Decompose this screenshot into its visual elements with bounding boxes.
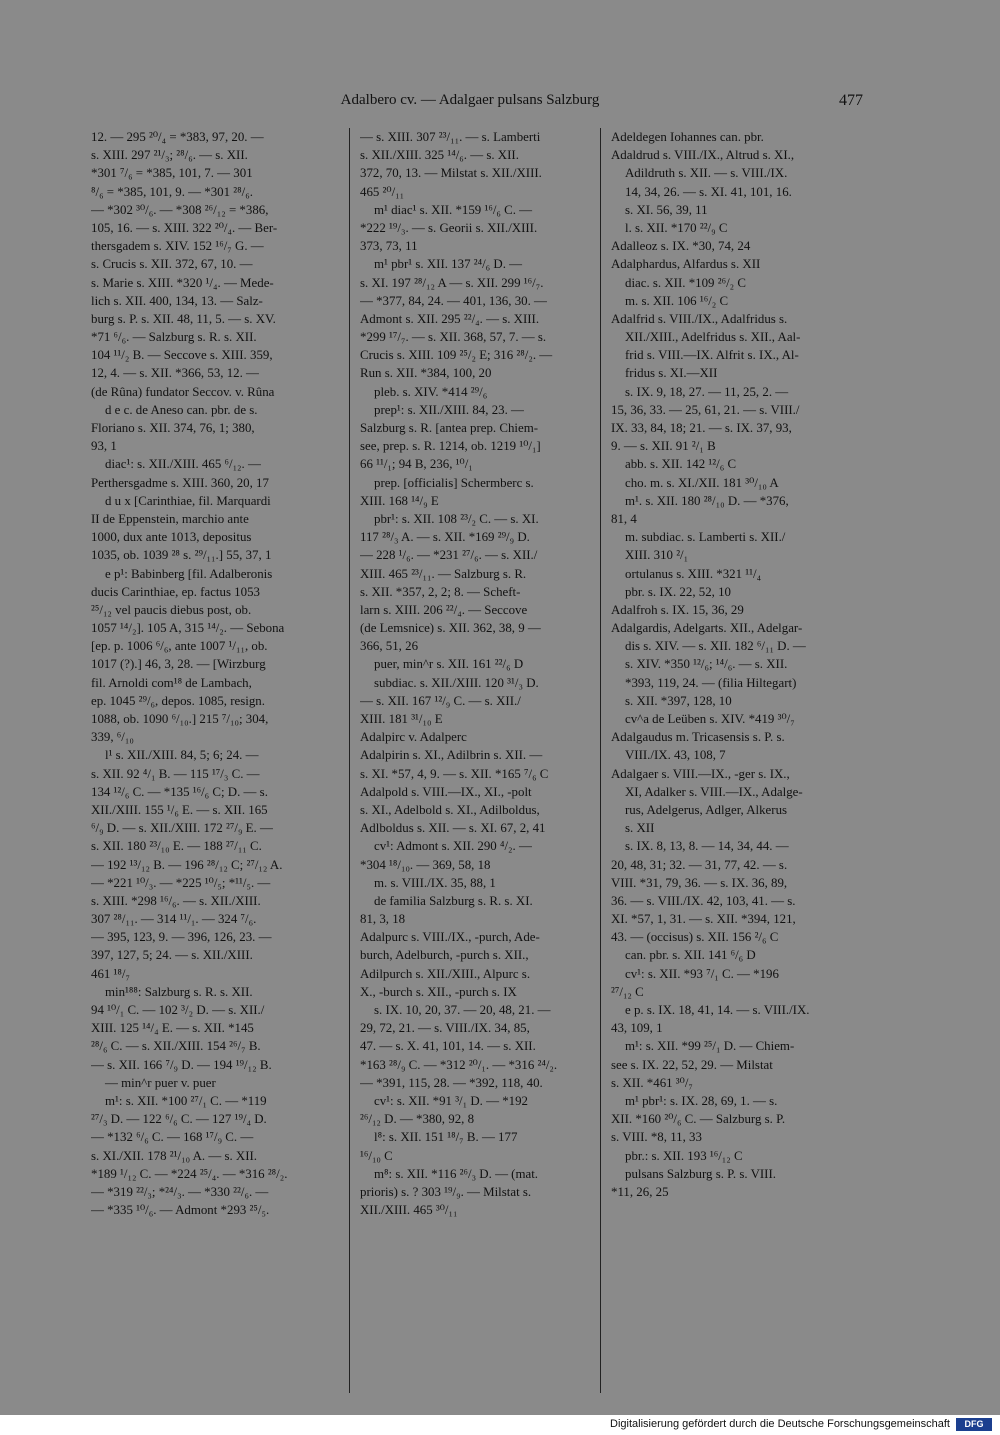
text-line: Adalgardis, Adelgarts. XII., Adelgar- [611, 621, 803, 636]
text-line: 36. — s. VIII./IX. 42, 103, 41. — s. [611, 893, 796, 908]
text-line: 9. — s. XII. 91 ²/₁ B [611, 439, 716, 454]
text-line: s. XII./XIII. 325 ¹⁴/₆. — s. XII. [360, 148, 519, 163]
text-line: diac¹: s. XII./XIII. 465 ⁶/₁₂. — [105, 457, 261, 472]
text-line: XIII. 310 ²/₁ [625, 548, 689, 563]
text-line: pbr.: s. XII. 193 ¹⁶/₁₂ C [625, 1148, 743, 1163]
text-line: ²⁷/₁₂ C [611, 984, 644, 999]
text-line: cv¹: Admont s. XII. 290 ⁴/₂. — [374, 839, 532, 854]
text-line: s. XI., Adelbold s. XI., Adilboldus, [360, 802, 540, 817]
text-line: *222 ¹⁹/₃. — s. Georii s. XII./XIII. [360, 220, 538, 235]
text-line: *301 ⁷/₆ = *385, 101, 7. — 301 [91, 166, 253, 181]
text-line: frid s. VIII.—IX. Alfrit s. IX., Al- [625, 348, 799, 363]
text-line: fil. Arnoldi com¹⁸ de Lambach, [91, 675, 252, 690]
text-line: Adalfrid s. VIII./IX., Adalfridus s. [611, 311, 788, 326]
text-line: Adalpold s. VIII.—IX., XI., -polt [360, 784, 532, 799]
text-line: cv¹: s. XII. *93 ⁷/₁ C. — *196 [625, 966, 779, 981]
text-line: *393, 119, 24. — (filia Hiltegart) [625, 675, 797, 690]
text-line: e p. s. IX. 18, 41, 14. — s. VIII./IX. [625, 1003, 810, 1017]
text-line: Adalphardus, Alfardus s. XII [611, 257, 761, 272]
text-line: m. s. XII. 106 ¹⁶/₂ C [625, 293, 729, 308]
text-line: m¹. s. XII. 180 ²⁸/₁₀ D. — *376, [625, 493, 789, 508]
text-line: s. XII. 180 ²³/₁₀ E. — 188 ²⁷/₁₁ C. [91, 839, 262, 854]
text-line: 66 ¹¹/₁; 94 B, 236, ¹⁰/₁ [360, 457, 473, 472]
text-line: 93, 1 [91, 439, 117, 454]
text-line: fridus s. XI.—XII [625, 366, 718, 381]
text-line: — 192 ¹³/₁₂ B. — 196 ²⁸/₁₂ C; ²⁷/₁₂ A. [91, 857, 283, 872]
text-line: cv¹: s. XII. *91 ³/₁ D. — *192 [374, 1093, 529, 1108]
text-line: s. XII. *461 ³⁰/₇ [611, 1075, 693, 1090]
text-line: 339, ⁶/₁₀ [91, 730, 134, 745]
text-line: XII./XIII., Adelfridus s. XII., Aal- [625, 330, 801, 345]
footer-bar [0, 1415, 1000, 1435]
text-line: ⁸/₆ = *385, 101, 9. — *301 ²⁸/₆. [91, 184, 253, 199]
text-line: — *391, 115, 28. — *392, 118, 40. [360, 1075, 543, 1090]
text-line: thersgadem s. XIV. 152 ¹⁶/₇ G. — [91, 239, 264, 254]
text-line: 1017 (?).] 46, 3, 28. — [Wirzburg [91, 657, 266, 672]
text-line: s. XIV. *350 ¹²/₆; ¹⁴/₆. — s. XII. [625, 657, 788, 672]
text-line: — *335 ¹⁰/₆. — Admont *293 ²⁵/₅. [91, 1203, 270, 1218]
text-line: see s. IX. 22, 52, 29. — Milstat [611, 1057, 773, 1072]
text-line: 15, 36, 33. — 25, 61, 21. — s. VIII./ [611, 402, 800, 417]
text-line: s. XIII. 297 ²¹/₃; ²⁸/₆. — s. XII. [91, 148, 248, 163]
text-line: l⁸: s. XII. 151 ¹⁸/₇ B. — 177 [374, 1130, 518, 1145]
text-line: Adildruth s. XII. — s. VIII./IX. [625, 166, 788, 181]
text-line: 14, 34, 26. — s. XI. 41, 101, 16. [625, 184, 792, 199]
text-line: 366, 51, 26 [360, 639, 419, 654]
text-line: ortulanus s. XIII. *321 ¹¹/₄ [625, 566, 762, 581]
text-line: s. XIII. *298 ¹⁶/₆. — s. XII./XIII. [91, 893, 261, 908]
text-line: XI. *57, 1, 31. — s. XII. *394, 121, [611, 912, 796, 927]
text-line: 134 ¹²/₆ C. — *135 ¹⁶/₆ C; D. — s. [91, 784, 268, 799]
text-line: subdiac. s. XII./XIII. 120 ³¹/₃ D. [374, 675, 539, 690]
text-line: Adalleoz s. IX. *30, 74, 24 [611, 239, 751, 254]
text-line: VIII./IX. 43, 108, 7 [625, 748, 726, 763]
text-line: can. pbr. s. XII. 141 ⁶/₆ D [625, 948, 756, 963]
text-line: 105, 16. — s. XIII. 322 ²⁰/₄. — Ber- [91, 220, 278, 235]
text-line: Adeldegen Iohannes can. pbr. [611, 130, 764, 144]
text-line: m¹ pbr¹ s. XII. 137 ²⁴/₆ D. — [374, 257, 523, 272]
text-line: pleb. s. XIV. *414 ²⁹/₆ [374, 384, 488, 399]
text-line: Run s. XII. *384, 100, 20 [360, 366, 492, 381]
text-line: s. XII. *397, 128, 10 [625, 693, 732, 708]
text-line: — s. XII. 166 ⁷/₉ D. — 194 ¹⁹/₁₂ B. [91, 1057, 272, 1072]
text-line: 94 ¹⁰/₁ C. — 102 ³/₂ D. — s. XII./ [91, 1003, 265, 1017]
text-line: — *221 ¹⁰/₃. — *225 ¹⁰/₅; *¹¹/₅. — [91, 875, 271, 890]
text-line: s. XII. *357, 2, 2; 8. — Scheft- [360, 584, 521, 599]
text-line: Adaldrud s. VIII./IX., Altrud s. XI., [611, 148, 795, 163]
text-column-1 [91, 128, 337, 1219]
text-line: XIII. 168 ¹⁴/₉ E [360, 493, 439, 508]
text-line: Perthersgadme s. XIII. 360, 20, 17 [91, 475, 269, 490]
text-line: m. subdiac. s. Lamberti s. XII./ [625, 530, 786, 545]
text-line: — *377, 84, 24. — 401, 136, 30. — [360, 293, 547, 308]
text-line: ⁶/₉ D. — s. XII./XIII. 172 ²⁷/₉ E. — [91, 821, 273, 836]
text-line: e p¹: Babinberg [fil. Adalberonis [105, 566, 273, 581]
funding-notice: Digitalisierung gefördert durch die Deutsche Forschungsgemeinschaft [610, 1418, 950, 1430]
text-line: XII. *160 ²⁰/₆ C. — Salzburg s. P. [611, 1112, 786, 1127]
text-line: 43. — (occisus) s. XII. 156 ²/₆ C [611, 930, 779, 945]
text-line: puer, min^r s. XII. 161 ²²/₆ D [374, 657, 524, 672]
text-line: pbr. s. IX. 22, 52, 10 [625, 584, 731, 599]
text-line: ²⁵/₁₂ vel paucis diebus post, ob. [91, 602, 252, 617]
text-line: [ep. p. 1006 ⁶/₆, ante 1007 ¹/₁₁, ob. [91, 639, 268, 654]
text-line: pbr¹: s. XII. 108 ²³/₂ C. — s. XI. [374, 511, 539, 526]
text-line: Salzburg s. R. [antea prep. Chiem- [360, 421, 539, 435]
text-line: XIII. 465 ²³/₁₁. — Salzburg s. R. [360, 566, 527, 581]
text-line: *11, 26, 25 [611, 1184, 669, 1199]
text-line: 12, 4. — s. XII. *366, 53, 12. — [91, 366, 259, 381]
text-line: 20, 48, 31; 32. — 31, 77, 42. — s. [611, 857, 788, 872]
text-line: *304 ¹⁸/₁₀. — 369, 58, 18 [360, 857, 491, 872]
text-line: 104 ¹¹/₂ B. — Seccove s. XIII. 359, [91, 348, 273, 363]
text-line: Adalgaer s. VIII.—IX., -ger s. IX., [611, 766, 790, 781]
text-line: ²⁸/₆ C. — s. XII./XIII. 154 ²⁶/₇ B. [91, 1039, 261, 1054]
text-line: s. Marie s. XIII. *320 ¹/₄. — Mede- [91, 275, 274, 290]
text-line: ducis Carinthiae, ep. factus 1053 [91, 584, 260, 599]
text-line: m. s. VIII./IX. 35, 88, 1 [374, 875, 496, 890]
text-line: X., -burch s. XII., -purch s. IX [360, 984, 517, 999]
text-line: *299 ¹⁷/₇. — s. XII. 368, 57, 7. — s. [360, 330, 547, 345]
text-line: Adlboldus s. XII. — s. XI. 67, 2, 41 [360, 821, 546, 836]
text-line: d e c. de Aneso can. pbr. de s. [105, 402, 258, 417]
text-line: s. XII. 92 ⁴/₁ B. — 115 ¹⁷/₃ C. — [91, 766, 260, 781]
text-line: ²⁶/₁₂ D. — *380, 92, 8 [360, 1112, 475, 1127]
text-line: dis s. XIV. — s. XII. 182 ⁶/₁₁ D. — [625, 639, 806, 654]
text-line: 29, 72, 21. — s. VIII./IX. 34, 85, [360, 1021, 530, 1036]
text-line: 461 ¹⁸/₇ [91, 966, 130, 981]
text-line: 397, 127, 5; 24. — s. XII./XIII. [91, 948, 253, 963]
text-line: d u x [Carinthiae, fil. Marquardi [105, 493, 271, 508]
text-line: II de Eppenstein, marchio ante [91, 511, 249, 526]
text-line: l. s. XII. *170 ²²/₉ C [625, 220, 728, 235]
text-line: s. Crucis s. XII. 372, 67, 10. — [91, 257, 253, 272]
text-line: s. IX. 10, 20, 37. — 20, 48, 21. — [374, 1003, 551, 1017]
text-line: s. XI. *57, 4, 9. — s. XII. *165 ⁷/₆ C [360, 766, 549, 781]
text-line: 47. — s. X. 41, 101, 14. — s. XII. [360, 1039, 536, 1054]
text-line: VIII. *31, 79, 36. — s. IX. 36, 89, [611, 875, 788, 890]
text-line: m¹ diac¹ s. XII. *159 ¹⁶/₆ C. — [374, 202, 533, 217]
text-line: 1000, dux ante 1013, depositus [91, 530, 252, 545]
text-line: XI, Adalker s. VIII.—IX., Adalge- [625, 784, 803, 799]
column-rule-1 [349, 128, 350, 1393]
text-line: l¹ s. XII./XIII. 84, 5; 6; 24. — [105, 748, 259, 763]
text-line: min¹⁸⁸: Salzburg s. R. s. XII. [105, 984, 253, 999]
text-line: — 228 ¹/₆. — *231 ²⁷/₆. — s. XII./ [360, 548, 538, 563]
text-line: XII./XIII. 155 ¹/₆ E. — s. XII. 165 [91, 802, 268, 817]
text-line: m¹: s. XII. *99 ²⁵/₁ D. — Chiem- [625, 1039, 795, 1054]
text-line: Adalpurc s. VIII./IX., -purch, Ade- [360, 930, 540, 945]
text-line: s. XII [625, 821, 655, 836]
text-line: XIII. 125 ¹⁴/₄ E. — s. XII. *145 [91, 1021, 254, 1036]
text-line: 465 ²⁰/₁₁ [360, 184, 405, 199]
text-line: (de Lemsnice) s. XII. 362, 38, 9 — [360, 621, 541, 636]
text-line: ¹⁶/₁₀ C [360, 1148, 393, 1163]
text-line: 373, 73, 11 [360, 239, 418, 254]
text-line: 307 ²⁸/₁₁. — 314 ¹¹/₁. — 324 ⁷/₆. [91, 912, 257, 927]
text-line: Adilpurch s. XII./XIII., Alpurc s. [360, 966, 531, 981]
text-line: s. XI./XII. 178 ²¹/₁₀ A. — s. XII. [91, 1148, 258, 1163]
text-line: cho. m. s. XI./XII. 181 ³⁰/₁₀ A [625, 475, 779, 490]
text-column-3 [611, 128, 857, 1201]
text-line: XIII. 181 ³¹/₁₀ E [360, 712, 443, 726]
running-header: Adalbero cv. — Adalgaer pulsans Salzburg [340, 92, 600, 108]
text-line: s. IX. 9, 18, 27. — 11, 25, 2. — [625, 384, 789, 399]
text-line: diac. s. XII. *109 ²⁶/₂ C [625, 275, 746, 290]
text-line: s. IX. 8, 13, 8. — 14, 34, 44. — [625, 839, 789, 854]
text-line: — s. XII. 167 ¹²/₉ C. — s. XII./ [360, 693, 521, 708]
text-line: m⁸: s. XII. *116 ²⁶/₃ D. — (mat. [374, 1166, 539, 1181]
text-line: (de Rûna) fundator Seccov. v. Rûna [91, 384, 275, 399]
text-line: ep. 1045 ²⁹/₆, depos. 1085, resign. [91, 693, 265, 708]
text-line: Adalgaudus m. Tricasensis s. P. s. [611, 730, 785, 745]
text-line: Adalfroh s. IX. 15, 36, 29 [611, 602, 744, 617]
text-line: lich s. XII. 400, 134, 13. — Salz- [91, 293, 263, 308]
text-line: larn s. XIII. 206 ²²/₄. — Seccove [360, 602, 528, 617]
text-line: burg s. P. s. XII. 48, 11, 5. — s. XV. [91, 311, 276, 326]
text-line: — *132 ⁶/₆ C. — 168 ¹⁷/₉ C. — [91, 1130, 254, 1145]
dfg-logo: DFG [956, 1418, 992, 1431]
text-line: Admont s. XII. 295 ²²/₄. — s. XIII. [360, 311, 540, 326]
text-line: 1035, ob. 1039 ²⁸ s. ²⁹/₁₁.] 55, 37, 1 [91, 548, 272, 563]
text-line: burch, Adelburch, -purch s. XII., [360, 948, 529, 963]
text-line: 81, 4 [611, 511, 637, 526]
text-line: Floriano s. XII. 374, 76, 1; 380, [91, 421, 255, 435]
text-line: s. XI. 56, 39, 11 [625, 202, 708, 217]
text-line: 43, 109, 1 [611, 1021, 663, 1036]
text-line: *163 ²⁸/₉ C. — *312 ²⁰/₁. — *316 ²⁴/₂. [360, 1057, 558, 1072]
text-line: rus, Adelgerus, Adlger, Alkerus [625, 802, 788, 817]
text-column-2 [360, 128, 606, 1219]
text-line: XII./XIII. 465 ³⁰/₁₁ [360, 1203, 458, 1218]
text-line: Adalpirin s. XI., Adilbrin s. XII. — [360, 748, 543, 763]
text-line: cv^a de Leüben s. XIV. *419 ³⁰/₇ [625, 712, 795, 726]
text-line: 1057 ¹⁴/₂]. 105 A, 315 ¹⁴/₂. — Sebona [91, 621, 285, 636]
page-number: 477 [839, 92, 863, 109]
text-line: m¹: s. XII. *100 ²⁷/₁ C. — *119 [105, 1093, 267, 1108]
text-line: prep. [officialis] Schermberc s. [374, 475, 534, 490]
text-line: IX. 33, 84, 18; 21. — s. IX. 37, 93, [611, 421, 792, 435]
text-line: — *319 ²²/₃; *²⁴/₃. — *330 ²²/₆. — [91, 1184, 269, 1199]
text-line: — 395, 123, 9. — 396, 126, 23. — [91, 930, 272, 945]
text-line: 12. — 295 ²⁰/₄ = *383, 97, 20. — [91, 130, 264, 144]
text-line: *71 ⁶/₆. — Salzburg s. R. s. XII. [91, 330, 257, 345]
text-line: ²⁷/₃ D. — 122 ⁶/₆ C. — 127 ¹⁹/₄ D. [91, 1112, 267, 1127]
text-line: 81, 3, 18 [360, 912, 406, 927]
text-line: prep¹: s. XII./XIII. 84, 23. — [374, 402, 524, 417]
text-line: s. VIII. *8, 11, 33 [611, 1130, 702, 1145]
text-line: 1088, ob. 1090 ⁶/₁₀.] 215 ⁷/₁₀; 304, [91, 712, 269, 726]
text-line: 372, 70, 13. — Milstat s. XII./XIII. [360, 166, 542, 181]
text-line: m¹ pbr¹: s. IX. 28, 69, 1. — s. [625, 1093, 778, 1108]
text-line: see, prep. s. R. 1214, ob. 1219 ¹⁰/₁] [360, 439, 541, 454]
text-line: prioris) s. ? 303 ¹⁹/₉. — Milstat s. [360, 1184, 532, 1199]
text-line: Adalpirc v. Adalperc [360, 730, 467, 745]
text-line: abb. s. XII. 142 ¹²/₆ C [625, 457, 737, 472]
text-line: — s. XIII. 307 ²³/₁₁. — s. Lamberti [360, 130, 541, 144]
text-line: pulsans Salzburg s. P. s. VIII. [625, 1166, 776, 1181]
text-line: *189 ¹/₁₂ C. — *224 ²⁵/₄. — *316 ²⁸/₂. [91, 1166, 288, 1181]
text-line: 117 ²⁸/₃ A. — s. XII. *169 ²⁹/₉ D. [360, 530, 530, 545]
text-line: s. XI. 197 ²⁸/₁₂ A — s. XII. 299 ¹⁶/₇. [360, 275, 544, 290]
text-line: — *302 ³⁰/₆. — *308 ²⁶/₁₂ = *386, [91, 202, 269, 217]
text-line: Crucis s. XIII. 109 ²⁵/₂ E; 316 ²⁸/₂. — [360, 348, 553, 363]
text-line: — min^r puer v. puer [105, 1075, 216, 1090]
text-line: de familia Salzburg s. R. s. XI. [374, 893, 533, 908]
